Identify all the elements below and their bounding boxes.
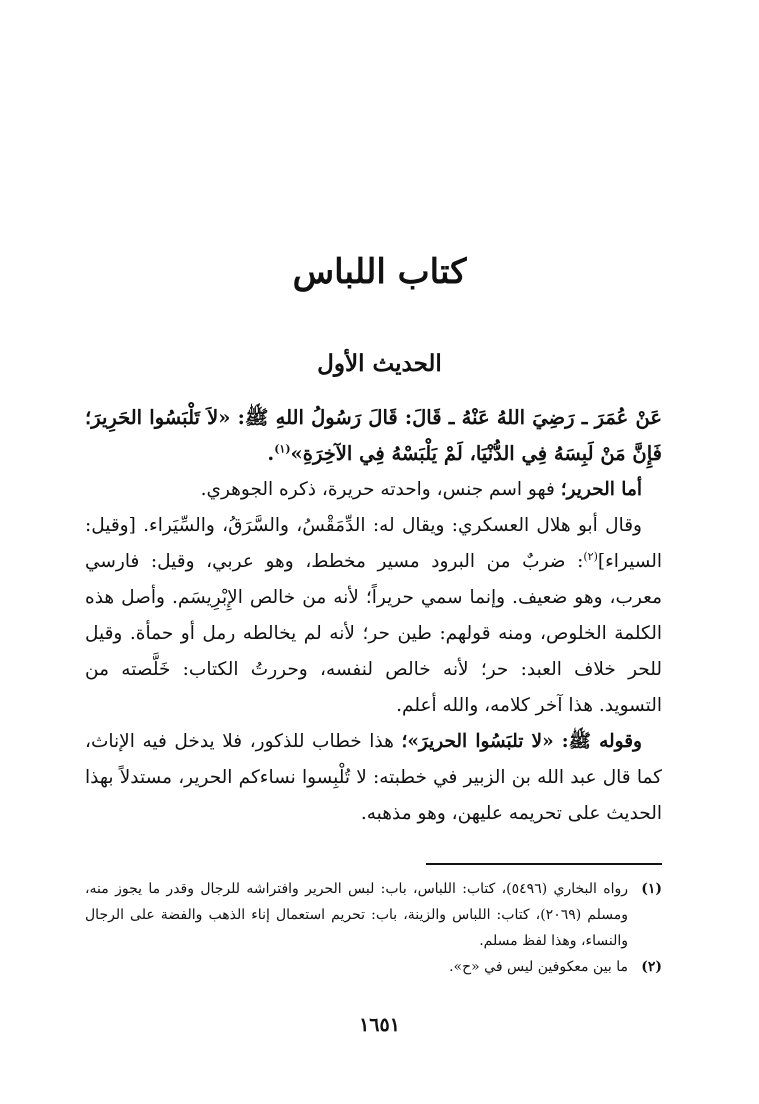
footnote-number: (٢) (641, 959, 662, 975)
footnote-text: رواه البخاري (٥٤٩٦)، كتاب: اللباس، باب: لبس الحرير وافتراشه للرجال وقدر ما يجوز منه، ومسلم (٢٠٦٩)، كتاب: اللباس والزينة، باب: تحريم استعمال إناء الذهب والفضة على الرجال والنساء، وهذا لفظ مسلم. (85, 881, 628, 949)
hadith-body: عَنْ عُمَرَ ـ رَضِيَ اللهُ عَنْهُ ـ قَالَ: قَالَ رَسُولُ اللهِ ﷺ: «لاَ تَلْبَسُوا الحَرِيرَ؛ فَإِنَّ مَنْ لَبِسَهُ فِي الدُّنْيَا، لَمْ يَلْبَسْهُ فِي الآخِرَةِ» (85, 406, 662, 465)
footnote-marker-1: (١) (274, 442, 291, 456)
hadith-end: . (267, 442, 275, 465)
hadith-text (85, 400, 662, 472)
footnote-marker-2: (٢) (583, 549, 598, 563)
paragraph-body: فهو اسم جنس، واحدته حريرة، ذكره الجوهري. (200, 479, 561, 500)
footnote-divider (426, 863, 662, 865)
main-text (85, 400, 662, 832)
footnotes (85, 876, 662, 980)
page-number: ١٦٥١ (359, 1014, 400, 1036)
paragraph-askari-quote (85, 508, 662, 724)
paragraph-silk-definition (85, 472, 662, 508)
hadith-heading: الحديث الأول (317, 350, 442, 377)
paragraph-body-rest: : ضربٌ من البرود مسير مخطط، وهو عربي، وقيل: فارسي معرب، وهو ضعيف. وإنما سمي حريراً؛ لأنه من خالص الإِبْرِيسَم. وأصل هذه الكلمة الخلوص، ومنه قولهم: طين حر؛ لأنه لم يخالطه رمل أو حمأة. وقيل للحر خلاف العبد: حر؛ لأنه خالص لنفسه، وحررتُ الكتاب: خَلَّصته من التسويد. هذا آخر كلامه، والله أعلم. (85, 551, 662, 716)
paragraph-lead: أما الحرير؛ (560, 479, 642, 500)
paragraph-lead: وقوله ﷺ: «لا تلبَسُوا الحريرَ»؛ (401, 731, 642, 752)
paragraph-commentary (85, 724, 662, 832)
footnote-number: (١) (641, 881, 662, 897)
footnote-2 (85, 954, 662, 980)
footnote-1 (85, 876, 662, 954)
paragraph-body: وقال أبو هلال العسكري: ويقال له: الدِّمَقْسُ، والسَّرَقُ، والسِّيَراء. [وقيل: السيراء] (85, 515, 662, 572)
chapter-title: كتاب اللباس (292, 252, 467, 292)
paragraph-body: هذا خطاب للذكور، فلا يدخل فيه الإناث، كما قال عبد الله بن الزبير في خطبته: لا تُلْبِسوا نساءكم الحرير، مستدلاً بهذا الحديث على تحريمه عليهن، وهو مذهبه. (85, 731, 662, 824)
footnote-text: ما بين معكوفين ليس في «ح». (449, 959, 628, 975)
